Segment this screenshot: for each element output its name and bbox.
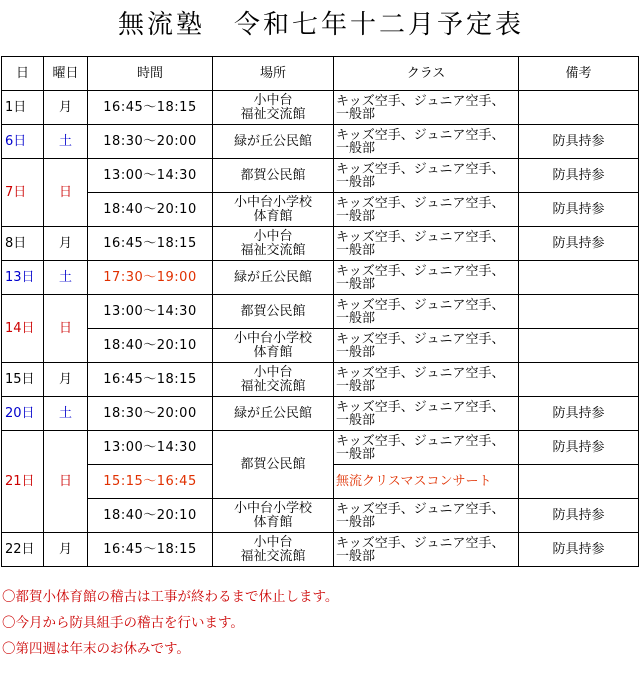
place-cell <box>213 193 334 227</box>
place-line: 小中台小学校 <box>233 500 312 516</box>
time-cell: 13:00〜14:30 <box>88 431 213 465</box>
table-row <box>2 261 639 295</box>
table-row <box>2 91 639 125</box>
class-line: キッズ空手、ジュニア空手、 <box>336 365 505 381</box>
class-line: 一般部 <box>336 446 376 462</box>
weekday-cell: 土 <box>44 125 88 159</box>
place-cell: 緑が丘公民館 <box>213 397 334 431</box>
weekday-cell: 日 <box>44 431 88 533</box>
place-line: 福祉交流館 <box>240 242 306 258</box>
header-time: 時間 <box>88 57 213 91</box>
time-cell: 16:45〜18:15 <box>88 533 213 567</box>
table-row <box>2 295 639 329</box>
weekday-cell: 日 <box>44 159 88 227</box>
table-header-row <box>2 57 639 91</box>
class-line: キッズ空手、ジュニア空手、 <box>336 161 505 177</box>
note-cell <box>519 329 639 363</box>
weekday-cell: 日 <box>44 295 88 363</box>
day-cell: 8日 <box>2 227 44 261</box>
header-weekday: 曜日 <box>44 57 88 91</box>
place-line: 小中台 <box>253 364 293 380</box>
class-line: キッズ空手、ジュニア空手、 <box>336 127 505 143</box>
class-line: キッズ空手、ジュニア空手、 <box>336 331 505 347</box>
time-cell: 18:40〜20:10 <box>88 499 213 533</box>
header-note: 備考 <box>519 57 639 91</box>
class-line: 一般部 <box>336 174 376 190</box>
time-cell: 15:15〜16:45 <box>88 465 213 499</box>
place-cell <box>213 227 334 261</box>
class-line: 一般部 <box>336 548 376 564</box>
weekday-cell: 月 <box>44 363 88 397</box>
day-cell: 22日 <box>2 533 44 567</box>
table-row <box>2 193 639 227</box>
class-line: 一般部 <box>336 140 376 156</box>
class-line: 一般部 <box>336 310 376 326</box>
day-cell: 7日 <box>2 159 44 227</box>
table-row <box>2 363 639 397</box>
time-cell: 16:45〜18:15 <box>88 91 213 125</box>
note-cell: 防具持参 <box>519 159 639 193</box>
class-line: キッズ空手、ジュニア空手、 <box>336 501 505 517</box>
class-cell: 無流クリスマスコンサート <box>334 465 519 499</box>
schedule-table <box>1 56 639 567</box>
place-line: 小中台 <box>253 534 293 550</box>
time-cell: 18:40〜20:10 <box>88 193 213 227</box>
class-cell <box>334 295 519 329</box>
place-line: 小中台小学校 <box>233 330 312 346</box>
time-cell: 13:00〜14:30 <box>88 159 213 193</box>
place-cell <box>213 363 334 397</box>
time-cell: 16:45〜18:15 <box>88 227 213 261</box>
place-cell <box>213 533 334 567</box>
time-cell: 17:30〜19:00 <box>88 261 213 295</box>
class-line: 一般部 <box>336 514 376 530</box>
table-row <box>2 397 639 431</box>
class-line: 一般部 <box>336 276 376 292</box>
note-cell: 防具持参 <box>519 499 639 533</box>
place-line: 福祉交流館 <box>240 106 306 122</box>
table-row <box>2 329 639 363</box>
day-cell: 13日 <box>2 261 44 295</box>
class-line: 一般部 <box>336 106 376 122</box>
class-line: キッズ空手、ジュニア空手、 <box>336 229 505 245</box>
note-cell <box>519 295 639 329</box>
note-cell: 防具持参 <box>519 193 639 227</box>
header-day: 日 <box>2 57 44 91</box>
class-line: キッズ空手、ジュニア空手、 <box>336 93 505 109</box>
note-cell: 防具持参 <box>519 431 639 465</box>
day-cell: 21日 <box>2 431 44 533</box>
class-cell <box>334 91 519 125</box>
note-cell: 防具持参 <box>519 533 639 567</box>
day-cell: 6日 <box>2 125 44 159</box>
note-line: 〇第四週は年末のお休みです。 <box>2 641 190 657</box>
place-cell <box>213 499 334 533</box>
class-cell <box>334 363 519 397</box>
time-cell: 18:40〜20:10 <box>88 329 213 363</box>
place-cell <box>213 329 334 363</box>
time-cell: 13:00〜14:30 <box>88 295 213 329</box>
weekday-cell: 月 <box>44 227 88 261</box>
weekday-cell: 月 <box>44 533 88 567</box>
time-cell: 16:45〜18:15 <box>88 363 213 397</box>
class-line: キッズ空手、ジュニア空手、 <box>336 297 505 313</box>
class-line: 一般部 <box>336 412 376 428</box>
table-row <box>2 227 639 261</box>
place-line: 福祉交流館 <box>240 378 306 394</box>
place-line: 小中台小学校 <box>233 194 312 210</box>
day-cell: 15日 <box>2 363 44 397</box>
place-cell: 緑が丘公民館 <box>213 261 334 295</box>
place-cell: 都賀公民館 <box>213 431 334 499</box>
class-line: キッズ空手、ジュニア空手、 <box>336 433 505 449</box>
place-line: 小中台 <box>253 228 293 244</box>
class-cell <box>334 125 519 159</box>
note-cell: 防具持参 <box>519 227 639 261</box>
class-cell <box>334 193 519 227</box>
note-cell: 防具持参 <box>519 125 639 159</box>
day-cell: 14日 <box>2 295 44 363</box>
class-line: キッズ空手、ジュニア空手、 <box>336 195 505 211</box>
day-cell: 1日 <box>2 91 44 125</box>
note-cell: 防具持参 <box>519 397 639 431</box>
table-row <box>2 499 639 533</box>
note-cell <box>519 261 639 295</box>
class-line: 一般部 <box>336 344 376 360</box>
class-line: 一般部 <box>336 242 376 258</box>
class-cell <box>334 261 519 295</box>
page-title: 無流塾 令和七年十二月予定表 <box>117 10 524 40</box>
class-cell <box>334 397 519 431</box>
class-cell <box>334 499 519 533</box>
time-cell: 18:30〜20:00 <box>88 397 213 431</box>
class-cell <box>334 431 519 465</box>
place-line: 体育館 <box>253 514 293 530</box>
place-cell: 緑が丘公民館 <box>213 125 334 159</box>
note-line: 〇今月から防具組手の稽古を行います。 <box>2 615 244 631</box>
class-cell <box>334 227 519 261</box>
weekday-cell: 土 <box>44 261 88 295</box>
place-line: 体育館 <box>253 208 293 224</box>
header-place: 場所 <box>213 57 334 91</box>
class-cell <box>334 533 519 567</box>
place-line: 福祉交流館 <box>240 548 306 564</box>
place-cell: 都賀公民館 <box>213 159 334 193</box>
place-cell: 都賀公民館 <box>213 295 334 329</box>
place-line: 小中台 <box>253 92 293 108</box>
class-cell <box>334 329 519 363</box>
table-row <box>2 533 639 567</box>
place-line: 体育館 <box>253 344 293 360</box>
time-cell: 18:30〜20:00 <box>88 125 213 159</box>
class-line: 一般部 <box>336 208 376 224</box>
place-cell <box>213 91 334 125</box>
note-cell <box>519 465 639 499</box>
table-row <box>2 125 639 159</box>
weekday-cell: 土 <box>44 397 88 431</box>
note-line: 〇都賀小体育館の稽古は工事が終わるまで休止します。 <box>2 589 339 605</box>
weekday-cell: 月 <box>44 91 88 125</box>
note-cell <box>519 91 639 125</box>
day-cell: 20日 <box>2 397 44 431</box>
header-class: クラス <box>334 57 519 91</box>
notes-section <box>2 584 338 662</box>
class-line: キッズ空手、ジュニア空手、 <box>336 263 505 279</box>
class-line: キッズ空手、ジュニア空手、 <box>336 535 505 551</box>
class-line: 一般部 <box>336 378 376 394</box>
table-row <box>2 159 639 193</box>
table-row <box>2 431 639 465</box>
class-line: キッズ空手、ジュニア空手、 <box>336 399 505 415</box>
class-cell <box>334 159 519 193</box>
note-cell <box>519 363 639 397</box>
